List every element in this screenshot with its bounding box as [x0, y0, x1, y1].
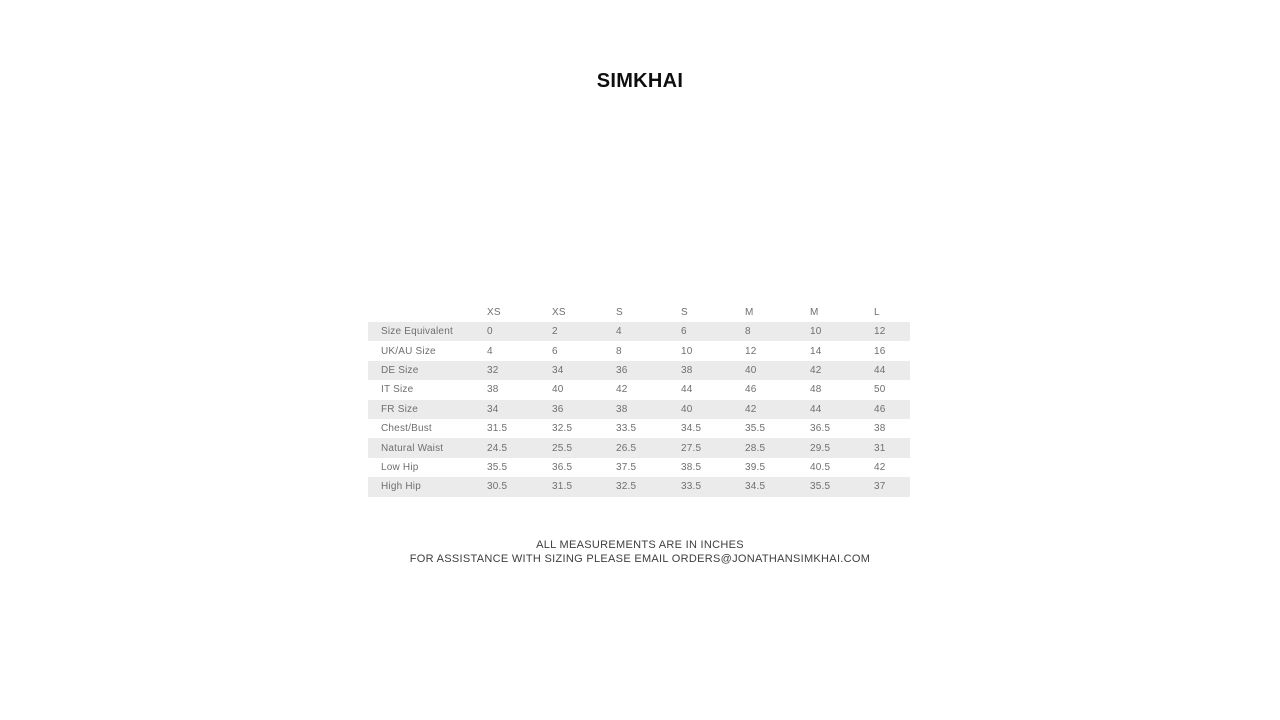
table-row: [368, 341, 910, 360]
size-cell: 38.5: [681, 461, 702, 473]
size-cell: 38: [681, 364, 693, 376]
size-cell: 2: [552, 326, 558, 338]
size-cell: 0: [487, 326, 493, 338]
table-row: [368, 322, 910, 341]
size-cell: 36: [552, 403, 564, 415]
size-cell: 48: [810, 384, 822, 396]
row-label: IT Size: [381, 384, 414, 396]
size-chart-table: [368, 303, 910, 497]
size-cell: 37.5: [616, 461, 637, 473]
size-cell: 35.5: [487, 461, 508, 473]
footer-note: [0, 539, 1280, 567]
size-cell: 36.5: [552, 461, 573, 473]
size-cell: 34.5: [681, 423, 702, 435]
size-cell: 40: [552, 384, 564, 396]
size-cell: 38: [616, 403, 628, 415]
size-cell: 8: [616, 345, 622, 357]
size-cell: 50: [874, 384, 886, 396]
size-cell: 12: [745, 345, 757, 357]
table-row: [368, 419, 910, 438]
table-row: [368, 361, 910, 380]
size-cell: 33.5: [616, 423, 637, 435]
size-cell: 24.5: [487, 442, 508, 454]
size-cell: 4: [616, 326, 622, 338]
column-header: M: [745, 307, 754, 318]
row-label: DE Size: [381, 364, 419, 376]
row-label: UK/AU Size: [381, 345, 436, 357]
size-cell: 30.5: [487, 481, 508, 493]
size-cell: 10: [681, 345, 693, 357]
size-cell: 38: [874, 423, 886, 435]
size-cell: 4: [487, 345, 493, 357]
size-cell: 32.5: [552, 423, 573, 435]
size-cell: 42: [745, 403, 757, 415]
column-header: XS: [487, 307, 501, 318]
size-cell: 34: [552, 364, 564, 376]
size-cell: 25.5: [552, 442, 573, 454]
size-cell: 27.5: [681, 442, 702, 454]
size-cell: 31: [874, 442, 886, 454]
size-cell: 14: [810, 345, 822, 357]
table-row: [368, 438, 910, 457]
column-header: XS: [552, 307, 566, 318]
table-row: [368, 380, 910, 399]
size-cell: 35.5: [810, 481, 831, 493]
size-cell: 31.5: [487, 423, 508, 435]
column-header: M: [810, 307, 819, 318]
size-cell: 34.5: [745, 481, 766, 493]
corner-cell: [368, 303, 487, 322]
size-cell: 44: [810, 403, 822, 415]
row-label: FR Size: [381, 403, 418, 415]
size-chart-header-row: [368, 303, 910, 322]
size-cell: 26.5: [616, 442, 637, 454]
row-label: Size Equivalent: [381, 326, 453, 338]
row-label: Chest/Bust: [381, 423, 432, 435]
size-cell: 6: [681, 326, 687, 338]
assistance-note: FOR ASSISTANCE WITH SIZING PLEASE EMAIL ORDERS@JONATHANSIMKHAI.COM: [409, 552, 871, 565]
size-cell: 46: [874, 403, 886, 415]
size-cell: 38: [487, 384, 499, 396]
size-cell: 35.5: [745, 423, 766, 435]
size-cell: 46: [745, 384, 757, 396]
size-cell: 40: [681, 403, 693, 415]
table-row: [368, 458, 910, 477]
column-header: S: [681, 307, 688, 318]
size-cell: 6: [552, 345, 558, 357]
brand-logo: SIMKHAI: [596, 70, 684, 92]
row-label: Low Hip: [381, 461, 419, 473]
size-cell: 32.5: [616, 481, 637, 493]
size-cell: 42: [874, 461, 886, 473]
size-cell: 29.5: [810, 442, 831, 454]
row-label: Natural Waist: [381, 442, 444, 454]
size-cell: 28.5: [745, 442, 766, 454]
measurements-note: ALL MEASUREMENTS ARE IN INCHES: [536, 539, 744, 551]
size-cell: 42: [810, 364, 822, 376]
size-cell: 34: [487, 403, 499, 415]
size-chart-body: [368, 322, 910, 497]
size-cell: 40: [745, 364, 757, 376]
size-cell: 8: [745, 326, 751, 338]
size-cell: 12: [874, 326, 886, 338]
size-cell: 10: [810, 326, 822, 338]
size-cell: 37: [874, 481, 886, 493]
size-cell: 32: [487, 364, 499, 376]
size-cell: 42: [616, 384, 628, 396]
size-cell: 44: [874, 364, 886, 376]
size-cell: 39.5: [745, 461, 766, 473]
size-cell: 40.5: [810, 461, 831, 473]
column-header: S: [616, 307, 623, 318]
size-cell: 36: [616, 364, 628, 376]
column-header: L: [874, 307, 880, 318]
size-cell: 44: [681, 384, 693, 396]
table-row: [368, 400, 910, 419]
size-cell: 31.5: [552, 481, 573, 493]
size-cell: 33.5: [681, 481, 702, 493]
row-label: High Hip: [381, 481, 421, 493]
table-row: [368, 477, 910, 496]
size-cell: 36.5: [810, 423, 831, 435]
size-cell: 16: [874, 345, 886, 357]
